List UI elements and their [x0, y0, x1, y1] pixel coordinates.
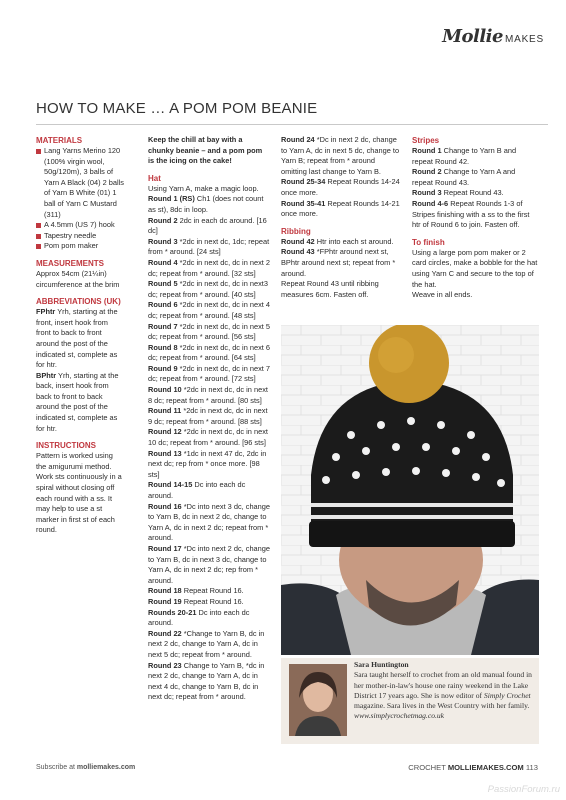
hat-intro: Using Yarn A, make a magic loop. — [148, 183, 259, 193]
finish-text: Using a large pom pom maker or 2 card circles, make a bobble for the hat using Yarn C and secure to the top of the hat. — [412, 247, 538, 289]
abbr-fphtr: FPhtr Yrh, starting at the front, insert hook from front to back to front around the post of the indicated st, complete as for htr. — [36, 307, 118, 370]
round-item: Round 11 *2dc in next dc, dc in next 9 dc; repeat from * around. [88 sts] — [148, 406, 268, 426]
footer-page-info: CROCHET MOLLIEMAKES.COM 113 — [408, 763, 538, 772]
ribbing-rounds — [281, 237, 401, 279]
round-item: Round 12 *2dc in next dc, dc in next 10 dc; repeat from * around. [96 sts] — [148, 427, 268, 448]
material-item: A 4.5mm (US 7) hook — [36, 220, 124, 231]
author-name: Sara Huntington — [354, 660, 409, 669]
stripes-heading: Stripes — [412, 136, 440, 145]
footer-subscribe: Subscribe at molliemakes.com — [36, 764, 136, 771]
finish-heading: To finish — [412, 237, 445, 247]
round-item: Round 35-41 Repeat Rounds 14-21 once more. — [281, 198, 400, 219]
round-item: Round 42 Htr into each st around. — [281, 236, 394, 246]
round-item: Round 4 *2dc in next dc, dc in next 2 dc; repeat from * around. [32 sts] — [148, 257, 270, 278]
page-title: HOW TO MAKE … A POM POM BEANIE — [36, 100, 318, 117]
hat-rounds — [148, 194, 270, 703]
footer-site-link[interactable]: molliemakes.com — [76, 764, 136, 771]
round-item: Round 18 Repeat Round 16. — [148, 586, 244, 596]
hat-heading: Hat — [148, 173, 161, 183]
material-item: Lang Yarns Merino 120 (100% virgin wool, 50g/120m), 3 balls of Yarn A Black (04) 2 balls of Yarn B White (01) 1 ball of Yarn C Mustard (311) — [36, 146, 124, 220]
round-item: Round 8 *2dc in next dc, dc in next 6 dc; repeat from * around. [64 sts] — [148, 342, 270, 363]
hat-photo — [281, 325, 539, 655]
masthead-logo — [442, 26, 544, 47]
bio-text: Sara Huntington Sara taught herself to crochet from an old manual found in her mother-in-law's house one rainy weekend in the Lake District 17 years ago. She is now editor of Simply Crochet magazine. Sara lives in the West Country with her family. www.simplycrochetmag.co.uk — [354, 660, 532, 721]
masthead-script: Mollie — [442, 26, 503, 47]
ribbing-heading: Ribbing — [281, 226, 311, 236]
ribbing-end: Repeat Round 43 until ribbing measures 6cm. Fasten off. — [281, 279, 379, 299]
abbr-bphtr: BPhtr Yrh, starting at the back, insert hook from back to front to back around the post of the indicated st, complete as for htr. — [36, 370, 119, 433]
round-item: Round 43 *FPhtr around next st, BPhtr around next st; repeat from * around. — [281, 247, 396, 278]
author-link[interactable]: www.simplycrochetmag.co.uk — [354, 711, 445, 721]
round-item: Round 16 *Dc into next 3 dc, change to Yarn B, dc in next 2 dc, change to Yarn A, dc in next 2 dc; repeat from * around. — [148, 501, 271, 543]
hat-rounds-cont — [281, 135, 401, 220]
round-item: Round 9 *2dc in next dc, dc in next 7 dc; repeat from * around. [72 sts] — [148, 363, 270, 384]
round-item: Round 23 Change to Yarn B, *dc in next 2 dc, change to Yarn A, dc in next 4 dc, change to Yarn B, dc in next dc; repeat from * around. — [148, 660, 265, 702]
hat-column — [148, 135, 270, 703]
weave-text: Weave in all ends. — [412, 290, 473, 300]
material-item: Tapestry needle — [36, 231, 124, 242]
stripes-rounds — [412, 146, 538, 231]
abbreviations-heading: ABBREVIATIONS (UK) — [36, 297, 121, 307]
ribbing-column — [281, 135, 401, 300]
beanie-illustration — [281, 325, 539, 655]
round-item: Round 13 *1dc in next 47 dc, 2dc in next dc; rep from * once more. [98 sts] — [148, 448, 267, 479]
round-item: Round 7 *2dc in next dc, dc in next 5 dc; repeat from * around. [56 sts] — [148, 321, 270, 342]
material-item: Pom pom maker — [36, 241, 124, 252]
masthead-makes: MAKES — [504, 34, 544, 45]
round-item: Round 22 *Change to Yarn B, dc in next 2 dc, change to Yarn A, dc in next 5 dc; repeat from * around. — [148, 628, 265, 659]
round-item: Round 17 *Dc into next 2 dc, change to Yarn B, dc in next 3 dc, change to Yarn A, dc in next 2 dc; rep from * around. — [148, 543, 271, 585]
round-item: Round 10 *2dc in next dc, dc in next 8 dc; repeat from * around. [80 sts] — [148, 385, 268, 405]
round-item: Round 19 Repeat Round 16. — [148, 596, 244, 606]
title-divider — [36, 124, 548, 125]
measurements-text: Approx 54cm (21¼in) circumference at the brim — [36, 268, 120, 289]
round-item: Round 24 *Dc in next 2 dc, change to Yarn A, dc in next 5 dc, change to Yarn B; repeat from * around omitting last change to Yarn B. — [281, 135, 400, 176]
round-item: Round 4-6 Repeat Rounds 1-3 of Stripes finishing with a ss to the first htr of Round 6 to join. Fasten off. — [412, 198, 530, 230]
round-item: Round 25-34 Repeat Rounds 14-24 once more. — [281, 177, 400, 197]
intro-text: Keep the chill at bay with a chunky beanie – and a pom pom is the icing on the cake! — [148, 135, 263, 166]
round-item: Round 2 Change to Yarn A and repeat Round 43. — [412, 167, 516, 187]
measurements-heading: MEASUREMENTS — [36, 258, 105, 268]
round-item: Round 3 *2dc in next dc, 1dc; repeat from * around. [24 sts] — [148, 236, 270, 257]
instructions-text: Pattern is worked using the amigurumi method. Work sts continuously in a spiral without closing off each round with a ss. It may help to use a st marker in first st of each round. — [36, 451, 122, 535]
page-number: 113 — [525, 763, 538, 772]
materials-column — [36, 135, 124, 536]
stripes-column — [412, 135, 538, 301]
instructions-heading: INSTRUCTIONS — [36, 441, 96, 451]
round-item: Round 2 2dc in each dc around. [16 dc] — [148, 215, 267, 236]
watermark: PassionForum.ru — [487, 784, 560, 795]
round-item: Round 1 Change to Yarn B and repeat Round 42. — [412, 146, 517, 166]
round-item: Rounds 20-21 Dc into each dc around. — [148, 607, 250, 628]
round-item: Round 3 Repeat Round 43. — [412, 188, 504, 198]
author-photo — [289, 664, 347, 736]
round-item: Round 6 *2dc in next dc, dc in next 4 dc; repeat from * around. [48 sts] — [148, 300, 270, 320]
round-item: Round 14-15 Dc into each dc around. — [148, 480, 246, 500]
author-portrait — [289, 664, 347, 736]
round-item: Round 5 *2dc in next dc, dc in next3 dc; repeat from * around. [40 sts] — [148, 279, 268, 299]
materials-heading: MATERIALS — [36, 136, 83, 145]
round-item: Round 1 (RS) Ch1 (does not count as st), 8dc in loop. — [148, 194, 264, 214]
